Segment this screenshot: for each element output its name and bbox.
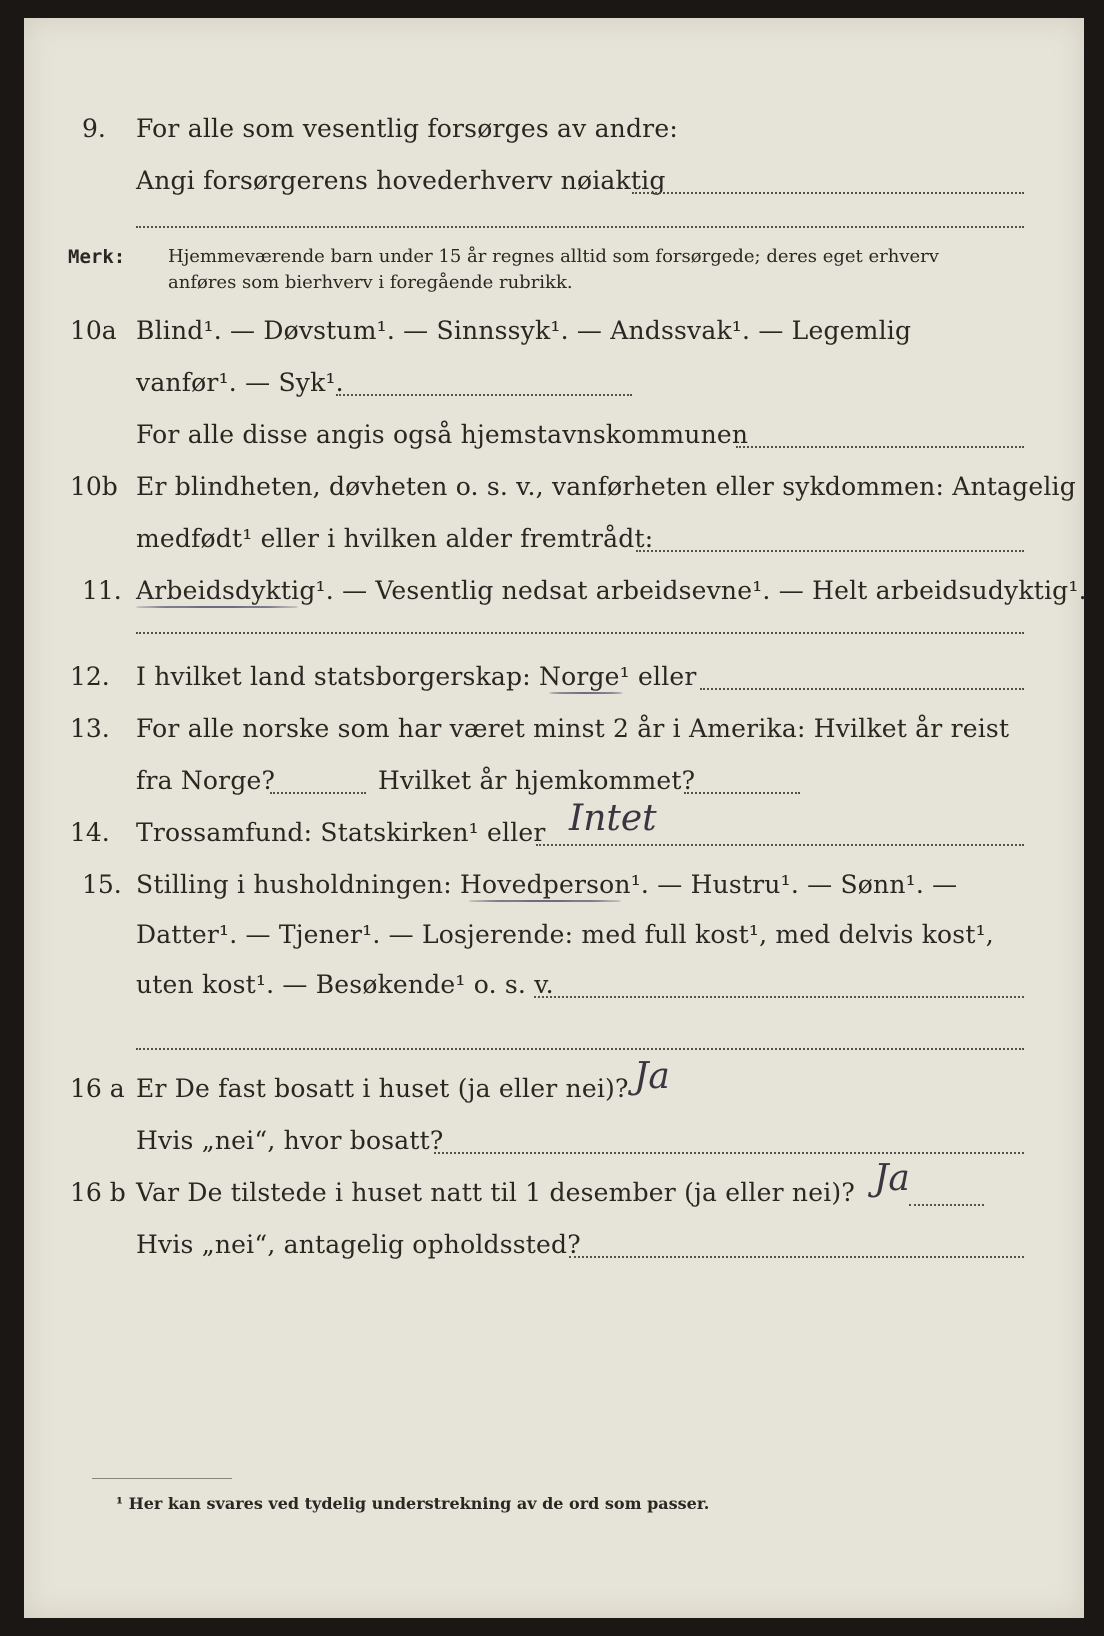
q16b-opholdssted-field[interactable] bbox=[569, 1256, 1024, 1258]
q16a-handwritten-answer: Ja bbox=[634, 1056, 670, 1097]
q12-number: 12. bbox=[70, 662, 110, 691]
q15-line3: uten kost¹. — Besøkende¹ o. s. v. bbox=[136, 970, 554, 999]
footnote-rule bbox=[92, 1478, 232, 1479]
q12-answer-field[interactable] bbox=[700, 688, 1024, 690]
q13-line2a: fra Norge? bbox=[136, 766, 276, 795]
q9-line1: For alle som vesentlig forsørges av andre: bbox=[136, 114, 678, 143]
q9-answer-field-2[interactable] bbox=[136, 226, 1024, 228]
q10a-line3: For alle disse angis også hjemstavnskommunen bbox=[136, 420, 749, 449]
q12-underline-norge bbox=[549, 692, 623, 694]
merk-line2: anføres som bierhverv i foregående rubrikk. bbox=[168, 272, 573, 293]
q9-line2: Angi forsørgerens hovederhverv nøiaktig bbox=[136, 166, 666, 195]
q11-answer-field[interactable] bbox=[136, 632, 1024, 634]
q14-number: 14. bbox=[70, 818, 110, 847]
q15-line1: Stilling i husholdningen: Hovedperson¹. — Hustru¹. — Sønn¹. — bbox=[136, 870, 958, 899]
q13-line1: For alle norske som har været minst 2 år i Amerika: Hvilket år reist bbox=[136, 714, 1010, 743]
q15-answer-field-2[interactable] bbox=[136, 1048, 1024, 1050]
merk-line1: Hjemmeværende barn under 15 år regnes alltid som forsørgede; deres eget erhverv bbox=[168, 246, 939, 267]
q15-number: 15. bbox=[82, 870, 122, 899]
q12-line1: I hvilket land statsborgerskap: Norge¹ eller bbox=[136, 662, 697, 691]
q15-answer-field[interactable] bbox=[534, 996, 1024, 998]
q13-number: 13. bbox=[70, 714, 110, 743]
q10b-line1: Er blindheten, døvheten o. s. v., vanførheten eller sykdommen: Antagelig bbox=[136, 472, 1076, 501]
census-form-page bbox=[24, 18, 1087, 1618]
merk-label: Merk: bbox=[68, 246, 126, 268]
q16a-number: 16 a bbox=[70, 1074, 125, 1103]
q14-answer-field[interactable] bbox=[536, 844, 1024, 846]
q16a-bosatt-field[interactable] bbox=[434, 1152, 1024, 1154]
q11-line1: Arbeidsdyktig¹. — Vesentlig nedsat arbeidsevne¹. — Helt arbeidsudyktig¹. bbox=[136, 576, 1087, 605]
q16b-answer-field[interactable] bbox=[909, 1204, 984, 1206]
q16b-line2: Hvis „nei“, antagelig opholdssted? bbox=[136, 1230, 581, 1259]
q16a-line1: Er De fast bosatt i huset (ja eller nei)? bbox=[136, 1074, 629, 1103]
q13-line2b: Hvilket år hjemkommet? bbox=[378, 766, 696, 795]
q14-handwritten-answer: Intet bbox=[569, 798, 657, 839]
q10b-answer-field[interactable] bbox=[636, 550, 1024, 552]
footnote: ¹ Her kan svares ved tydelig understrekning av de ord som passer. bbox=[116, 1494, 710, 1513]
q10a-syk-field[interactable] bbox=[336, 394, 632, 396]
q10b-line2: medfødt¹ eller i hvilken alder fremtrådt: bbox=[136, 524, 654, 553]
q11-underline-arbeidsdyktig bbox=[136, 606, 298, 608]
q10a-line1: Blind¹. — Døvstum¹. — Sinnssyk¹. — Andssvak¹. — Legemlig bbox=[136, 316, 912, 345]
q10a-number: 10a bbox=[70, 316, 117, 345]
q10a-kommune-field[interactable] bbox=[736, 446, 1024, 448]
q10a-line2: vanfør¹. — Syk¹. bbox=[136, 368, 344, 397]
q11-number: 11. bbox=[82, 576, 122, 605]
q13-hjemkommet-field[interactable] bbox=[684, 792, 800, 794]
q15-line2: Datter¹. — Tjener¹. — Losjerende: med full kost¹, med delvis kost¹, bbox=[136, 920, 994, 949]
q9-answer-field[interactable] bbox=[632, 192, 1024, 194]
q16b-number: 16 b bbox=[70, 1178, 126, 1207]
q16b-handwritten-answer: Ja bbox=[874, 1158, 910, 1199]
q10b-number: 10b bbox=[70, 472, 118, 501]
q9-number: 9. bbox=[82, 114, 106, 143]
q13-reist-field[interactable] bbox=[270, 792, 366, 794]
q14-line1: Trossamfund: Statskirken¹ eller bbox=[136, 818, 546, 847]
q15-underline-hovedperson bbox=[469, 900, 621, 902]
q16a-line2: Hvis „nei“, hvor bosatt? bbox=[136, 1126, 444, 1155]
q16b-line1: Var De tilstede i huset natt til 1 desember (ja eller nei)? bbox=[136, 1178, 855, 1207]
